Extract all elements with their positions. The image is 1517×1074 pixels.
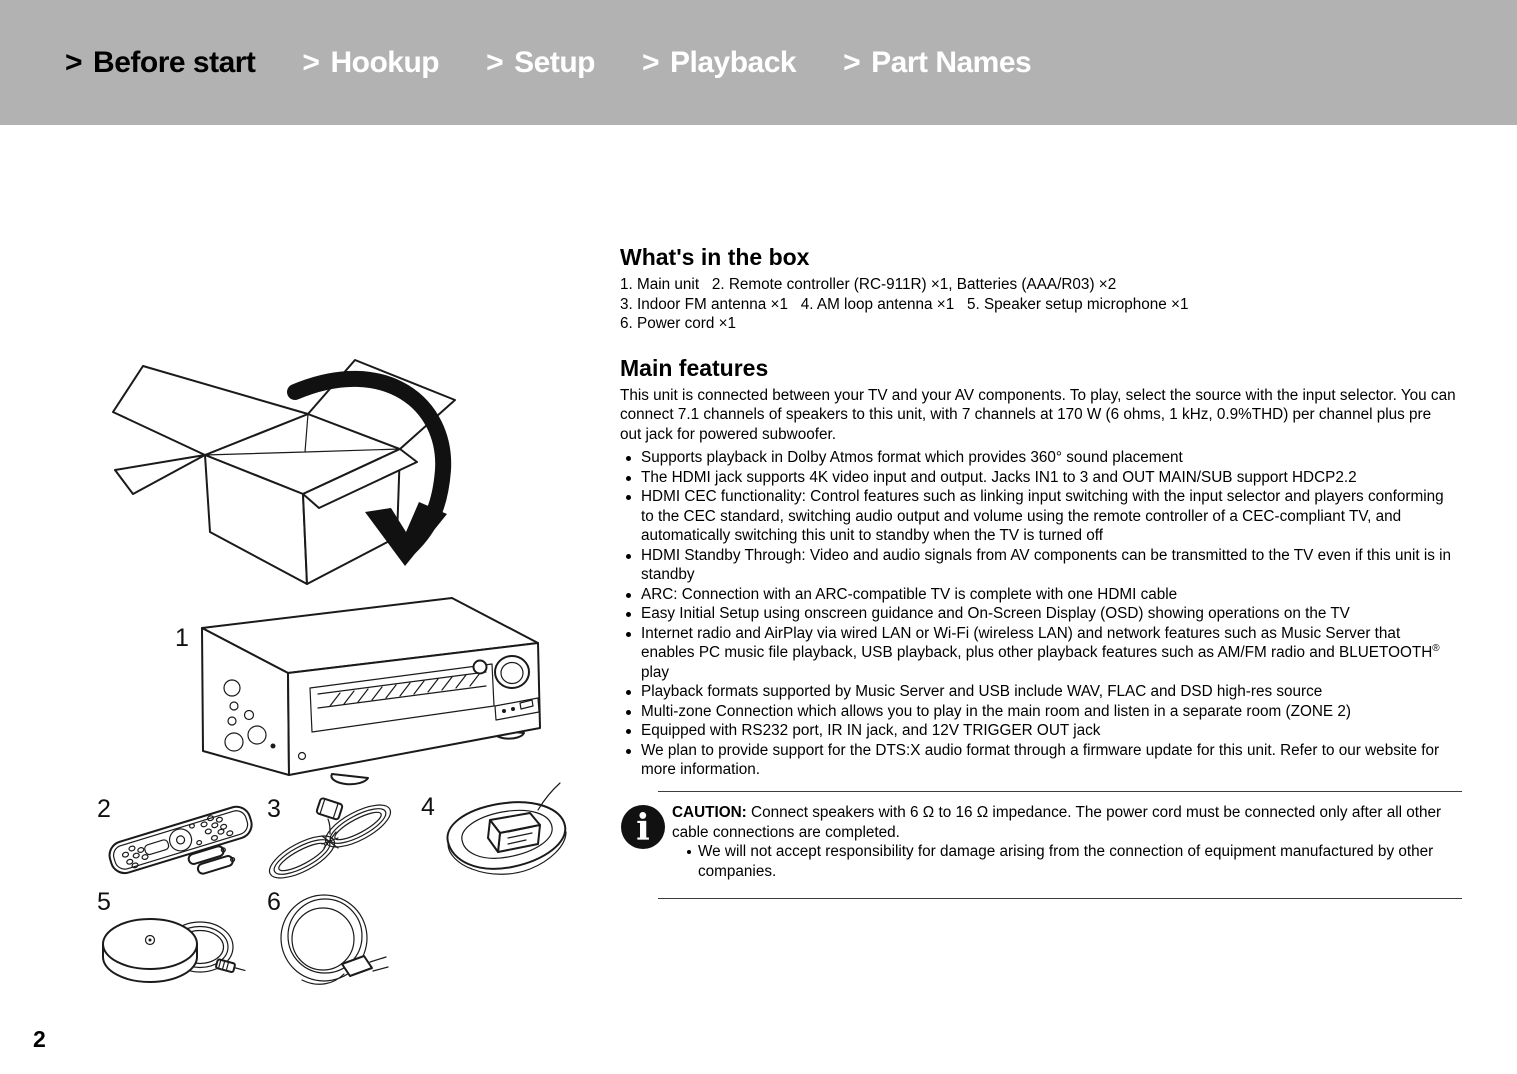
feature-bullet: We plan to provide support for the DTS:X audio format through a firmware update for this unit. Refer to our website for more information. [620, 741, 1456, 780]
feature-bullet: Equipped with RS232 port, IR IN jack, and 12V TRIGGER OUT jack [620, 721, 1456, 741]
am-loop-antenna-illustration [420, 780, 570, 885]
nav-item-label: Playback [670, 45, 797, 79]
figure-label-fm-antenna: 3 [267, 795, 281, 823]
caution-sub-list [672, 842, 1456, 881]
fm-antenna-illustration [262, 792, 397, 884]
nav-arrow-icon: > [302, 45, 320, 79]
nav-item-before-start[interactable] [65, 46, 255, 80]
figure-label-remote: 2 [97, 795, 111, 823]
nav-arrow-icon: > [65, 45, 83, 79]
nav-arrow-icon: > [641, 45, 660, 79]
page-number: 2 [33, 1026, 46, 1052]
nav-arrow-icon: > [843, 45, 861, 79]
nav-item-hookup[interactable] [302, 46, 439, 80]
caution-sub-bullet: We will not accept responsibility for damage arising from the connection of equipment manufactured by other companies. [672, 842, 1456, 881]
remote-controller-illustration [95, 788, 260, 883]
feature-bullet: ARC: Connection with an ARC-compatible TV is complete with one HDMI cable [620, 585, 1456, 605]
caution-text [672, 803, 1456, 842]
info-icon [620, 804, 666, 850]
nav-item-label: Setup [514, 45, 595, 79]
nav-item-label: Before start [93, 45, 256, 79]
box-contents-line-2: 3. Indoor FM antenna ×1 4. AM loop antenna ×1 5. Speaker setup microphone ×1 [620, 295, 1189, 313]
caution-block [620, 791, 1462, 898]
feature-list [620, 448, 1456, 780]
info-icon-glyph: i [636, 807, 650, 849]
feature-bullet: Multi-zone Connection which allows you to play in the main room and listen in a separate room (ZONE 2) [620, 702, 1456, 722]
feature-bullet: Easy Initial Setup using onscreen guidance and On-Screen Display (OSD) showing operations on the TV [620, 604, 1456, 624]
caution-body [672, 791, 1456, 881]
caution-divider-top [658, 791, 1462, 792]
feature-bullet: HDMI CEC functionality: Control features such as linking input switching with the input selector and players conforming to the CEC standard, switching audio output and volume using the remote controller of a CEC-compliant TV, and automatically switching this unit to standby when the TV is turned off [620, 487, 1456, 546]
nav-item-part-names[interactable] [843, 46, 1031, 80]
feature-bullet: Internet radio and AirPlay via wired LAN or Wi-Fi (wireless LAN) and network features such as Music Server that enables PC music file playback, USB playback, plus other playback features such as AM/FM radio and BLUETOOTH® play [620, 624, 1456, 683]
nav-item-setup[interactable] [486, 46, 595, 80]
figure-label-power-cord: 6 [267, 888, 281, 916]
box-contents-line-1: 1. Main unit 2. Remote controller (RC-911R) ×1, Batteries (AAA/R03) ×2 [620, 276, 1117, 293]
feature-bullet: Playback formats supported by Music Server and USB include WAV, FLAC and DSD high-res source [620, 682, 1456, 702]
box-contents-line-3: 6. Power cord ×1 [620, 315, 737, 332]
figure-label-am-antenna: 4 [421, 793, 435, 821]
nav-item-playback[interactable] [642, 46, 796, 80]
figure-label-main-unit: 1 [175, 624, 189, 652]
figure-label-microphone: 5 [97, 888, 111, 916]
caution-message: Connect speakers with 6 Ω to 16 Ω impedance. The power cord must be connected only after all other cable connections are completed. [672, 804, 1442, 841]
feature-bullet: HDMI Standby Through: Video and audio signals from AV components can be transmitted to the TV even if this unit is in standby [620, 546, 1456, 585]
nav-item-label: Part Names [871, 45, 1032, 79]
nav-bar [0, 0, 1517, 125]
nav-arrow-icon: > [486, 45, 504, 79]
main-features-title: Main features [620, 354, 769, 381]
main-unit-illustration [160, 588, 580, 798]
content-column [620, 244, 1456, 780]
nav [65, 0, 1031, 125]
caution-label: CAUTION: [672, 804, 747, 821]
feature-bullet: Supports playback in Dolby Atmos format which provides 360° sound placement [620, 448, 1456, 468]
nav-item-label: Hookup [330, 45, 440, 79]
setup-microphone-illustration [88, 896, 248, 1004]
open-box-illustration [55, 352, 475, 592]
power-cord-illustration [262, 886, 392, 1006]
whats-in-box-title: What's in the box [620, 244, 810, 270]
feature-bullet: The HDMI jack supports 4K video input and output. Jacks IN1 to 3 and OUT MAIN/SUB support HDCP2.2 [620, 468, 1456, 488]
main-features-intro: This unit is connected between your TV and your AV components. To play, select the source with the input selector. You can connect 7.1 channels of speakers to this unit, with 7 channels at 170 W (6 ohms, 1 kHz, 0.9%THD) per channel plus pre out jack for powered subwoofer. [620, 386, 1456, 443]
caution-divider-bottom [658, 898, 1462, 899]
